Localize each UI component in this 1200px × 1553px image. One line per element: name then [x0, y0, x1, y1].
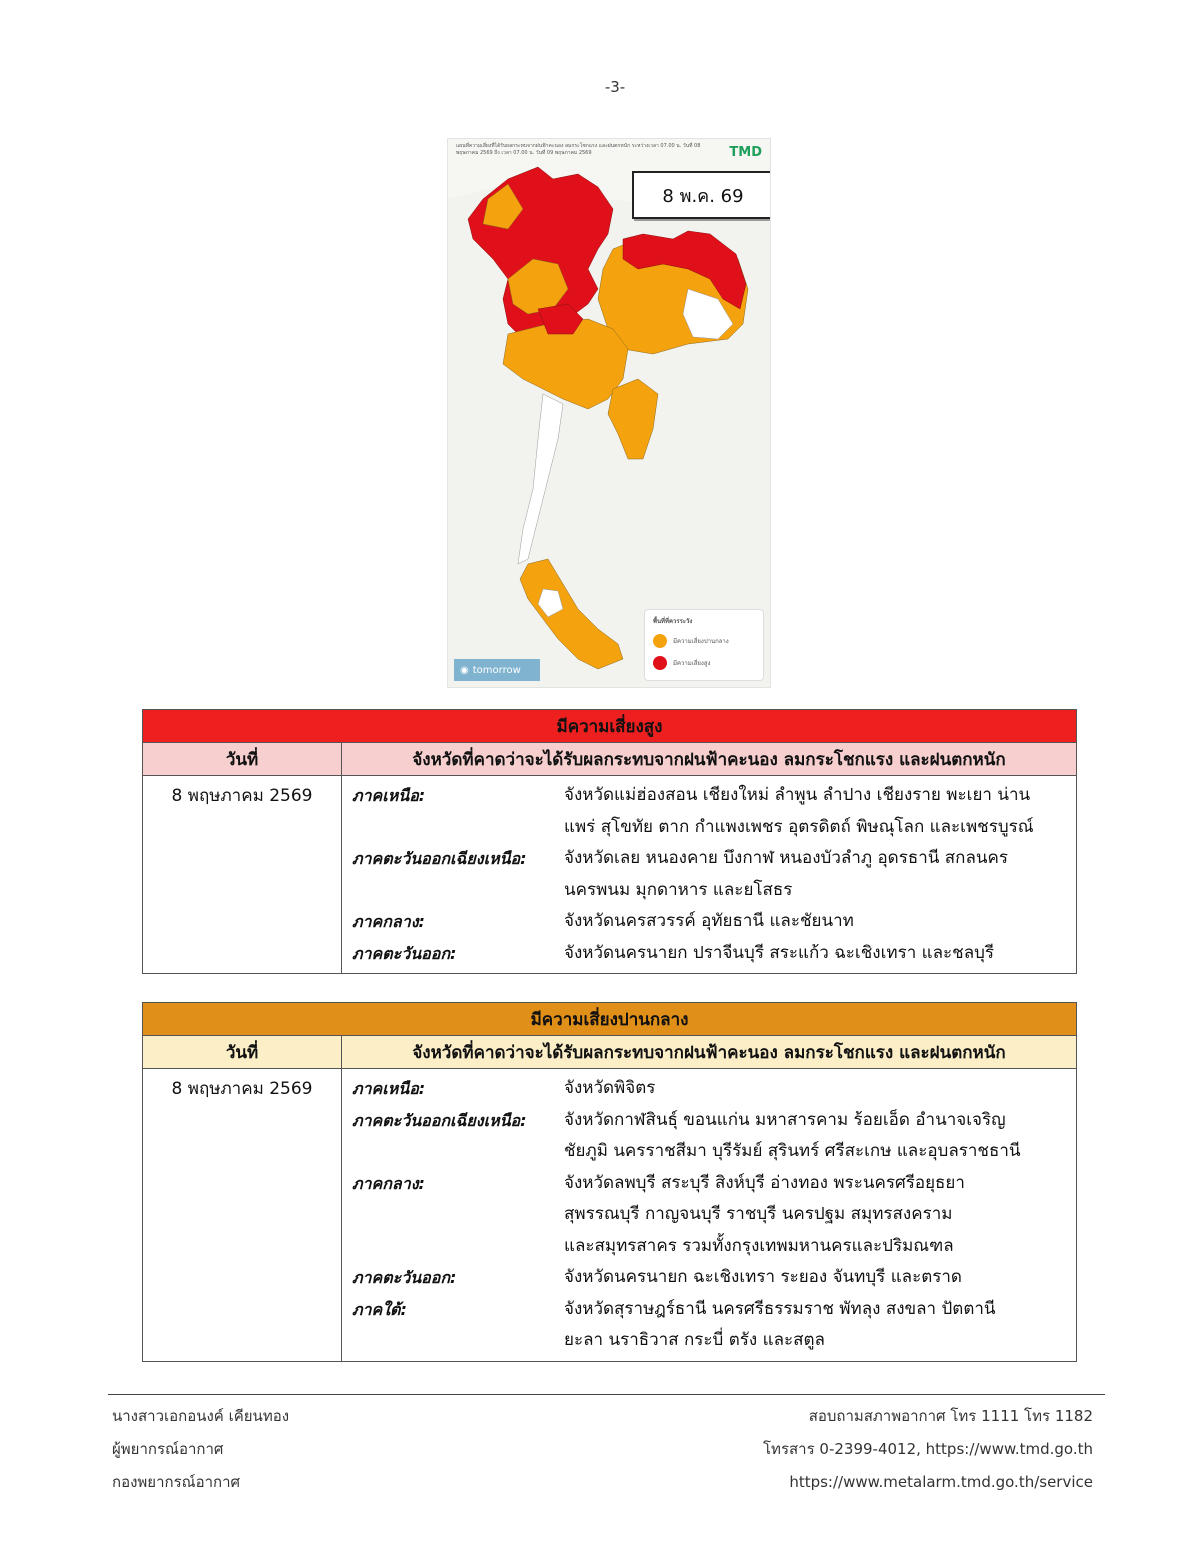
- tomorrow-icon: ◉: [460, 664, 469, 676]
- tomorrow-badge: [454, 659, 540, 681]
- region-line: จังหวัดกาฬสินธุ์ ขอนแก่น มหาสารคาม ร้อยเอ็ด อำนาจเจริญ: [564, 1109, 1006, 1130]
- region-central: [352, 1168, 1066, 1263]
- forecaster-name: นางสาวเอกอนงค์ เคียนทอง: [112, 1407, 290, 1425]
- legend-high-swatch: [653, 656, 667, 670]
- medium-risk-title: มีความเสี่ยงปานกลาง: [143, 1003, 1077, 1036]
- region-name: ภาคเหนือ:: [352, 786, 426, 805]
- region-line: ชัยภูมิ นครราชสีมา บุรีรัมย์ สุรินทร์ ศรีสะเกษ และอุบลราชธานี: [564, 1141, 1021, 1161]
- medium-risk-regions: [342, 1069, 1077, 1362]
- high-risk-title: มีความเสี่ยงสูง: [143, 710, 1077, 743]
- legend-high-label: มีความเสี่ยงสูง: [673, 660, 711, 667]
- region-line: สุพรรณบุรี กาญจนบุรี ราชบุรี นครปฐม สมุทรสงคราม: [564, 1204, 953, 1224]
- medium-risk-col-detail: จังหวัดที่คาดว่าจะได้รับผลกระทบจากฝนฟ้าคะนอง ลมกระโชกแรง และฝนตกหนัก: [342, 1036, 1077, 1069]
- contact-fax-website[interactable]: โทรสาร 0-2399-4012, https://www.tmd.go.th: [763, 1440, 1093, 1458]
- region-line: จังหวัดนครนายก ปราจีนบุรี สระแก้ว ฉะเชิงเทรา และชลบุรี: [564, 942, 995, 963]
- map-date-label: 8 พ.ค. 69: [632, 171, 771, 219]
- high-risk-date: 8 พฤษภาคม 2569: [143, 776, 342, 974]
- legend-item-high: [653, 656, 710, 670]
- contact-phone: สอบถามสภาพอากาศ โทร 1111 โทร 1182: [808, 1407, 1093, 1425]
- thailand-risk-map: [448, 139, 770, 687]
- high-risk-regions: [342, 776, 1077, 974]
- region-name: ภาคกลาง:: [352, 912, 425, 931]
- region-east: [352, 938, 1066, 970]
- medium-risk-table: [142, 1002, 1077, 1362]
- region-east: [352, 1262, 1066, 1294]
- region-name: ภาคเหนือ:: [352, 1079, 426, 1098]
- risk-map-figure: [447, 138, 771, 688]
- contact-info: [763, 1400, 1093, 1499]
- region-line: แพร่ สุโขทัย ตาก กำแพงเพชร อุตรดิตถ์ พิษณุโลก และเพชรบูรณ์: [564, 816, 1034, 837]
- forecaster-signature: [112, 1400, 289, 1499]
- region-line: จังหวัดลพบุรี สระบุรี สิงห์บุรี อ่างทอง พระนครศรีอยุธยา: [564, 1172, 965, 1193]
- region-name: ภาคตะวันออกเฉียงเหนือ:: [352, 849, 527, 868]
- region-line: จังหวัดสุราษฎร์ธานี นครศรีธรรมราช พัทลุง สงขลา ปัตตานี: [564, 1298, 996, 1319]
- region-line: จังหวัดเลย หนองคาย บึงกาฬ หนองบัวลำภู อุดรธานี สกลนคร: [564, 848, 1009, 868]
- region-line: ยะลา นราธิวาส กระบี่ ตรัง และสตูล: [564, 1330, 825, 1350]
- map-caption: แผนที่ความเสี่ยงที่ได้รับผลกระทบจากฝนฟ้าคะนอง ลมกระโชกแรง และฝนตกหนัก ระหว่างเวลา 07.00 น. วันที่ 08 พฤษภาคม 2569 ถึง เวลา 07.00 น. วันที่ 09 พฤษภาคม 2569: [456, 143, 701, 156]
- page-number: -3-: [604, 78, 626, 96]
- forecaster-title: ผู้พยากรณ์อากาศ: [112, 1440, 224, 1458]
- map-legend: [644, 609, 764, 681]
- region-name: ภาคตะวันออก:: [352, 943, 457, 963]
- region-central: [352, 906, 1066, 938]
- medium-risk-col-date: วันที่: [143, 1036, 342, 1069]
- region-north: [352, 780, 1066, 843]
- legend-title: พื้นที่ที่ควรระวัง: [653, 618, 693, 625]
- legend-medium-label: มีความเสี่ยงปานกลาง: [673, 638, 729, 645]
- medium-risk-date: 8 พฤษภาคม 2569: [143, 1069, 342, 1362]
- region-north: [352, 1073, 1066, 1105]
- region-south: [352, 1294, 1066, 1357]
- region-line: จังหวัดนครนายก ฉะเชิงเทรา ระยอง จันทบุรี และตราด: [564, 1267, 962, 1287]
- tomorrow-badge-text: tomorrow: [472, 664, 521, 676]
- tmd-logo: TMD: [729, 145, 762, 160]
- legend-item-medium: [653, 634, 729, 648]
- legend-medium-swatch: [653, 634, 667, 648]
- region-name: ภาคตะวันออก:: [352, 1268, 457, 1287]
- region-name: ภาคตะวันออกเฉียงเหนือ:: [352, 1110, 527, 1130]
- region-line: นครพนม มุกดาหาร และยโสธร: [564, 879, 793, 900]
- forecaster-division: กองพยากรณ์อากาศ: [112, 1473, 241, 1491]
- region-line: จังหวัดพิจิตร: [564, 1078, 656, 1098]
- high-risk-col-detail: จังหวัดที่คาดว่าจะได้รับผลกระทบจากฝนฟ้าคะนอง ลมกระโชกแรง และฝนตกหนัก: [342, 743, 1077, 776]
- region-name: ภาคกลาง:: [352, 1173, 425, 1193]
- high-risk-col-date: วันที่: [143, 743, 342, 776]
- region-line: และสมุทรสาคร รวมทั้งกรุงเทพมหานครและปริมณฑล: [564, 1235, 954, 1256]
- region-northeast: [352, 843, 1066, 906]
- region-northeast: [352, 1105, 1066, 1168]
- high-risk-table: [142, 709, 1077, 974]
- footer-divider: [108, 1394, 1105, 1395]
- region-line: จังหวัดนครสวรรค์ อุทัยธานี และชัยนาท: [564, 911, 854, 931]
- region-line: จังหวัดแม่ฮ่องสอน เชียงใหม่ ลำพูน ลำปาง เชียงราย พะเยา น่าน: [564, 785, 1031, 805]
- contact-service-link[interactable]: https://www.metalarm.tmd.go.th/service: [789, 1473, 1093, 1491]
- region-name: ภาคใต้:: [352, 1299, 407, 1319]
